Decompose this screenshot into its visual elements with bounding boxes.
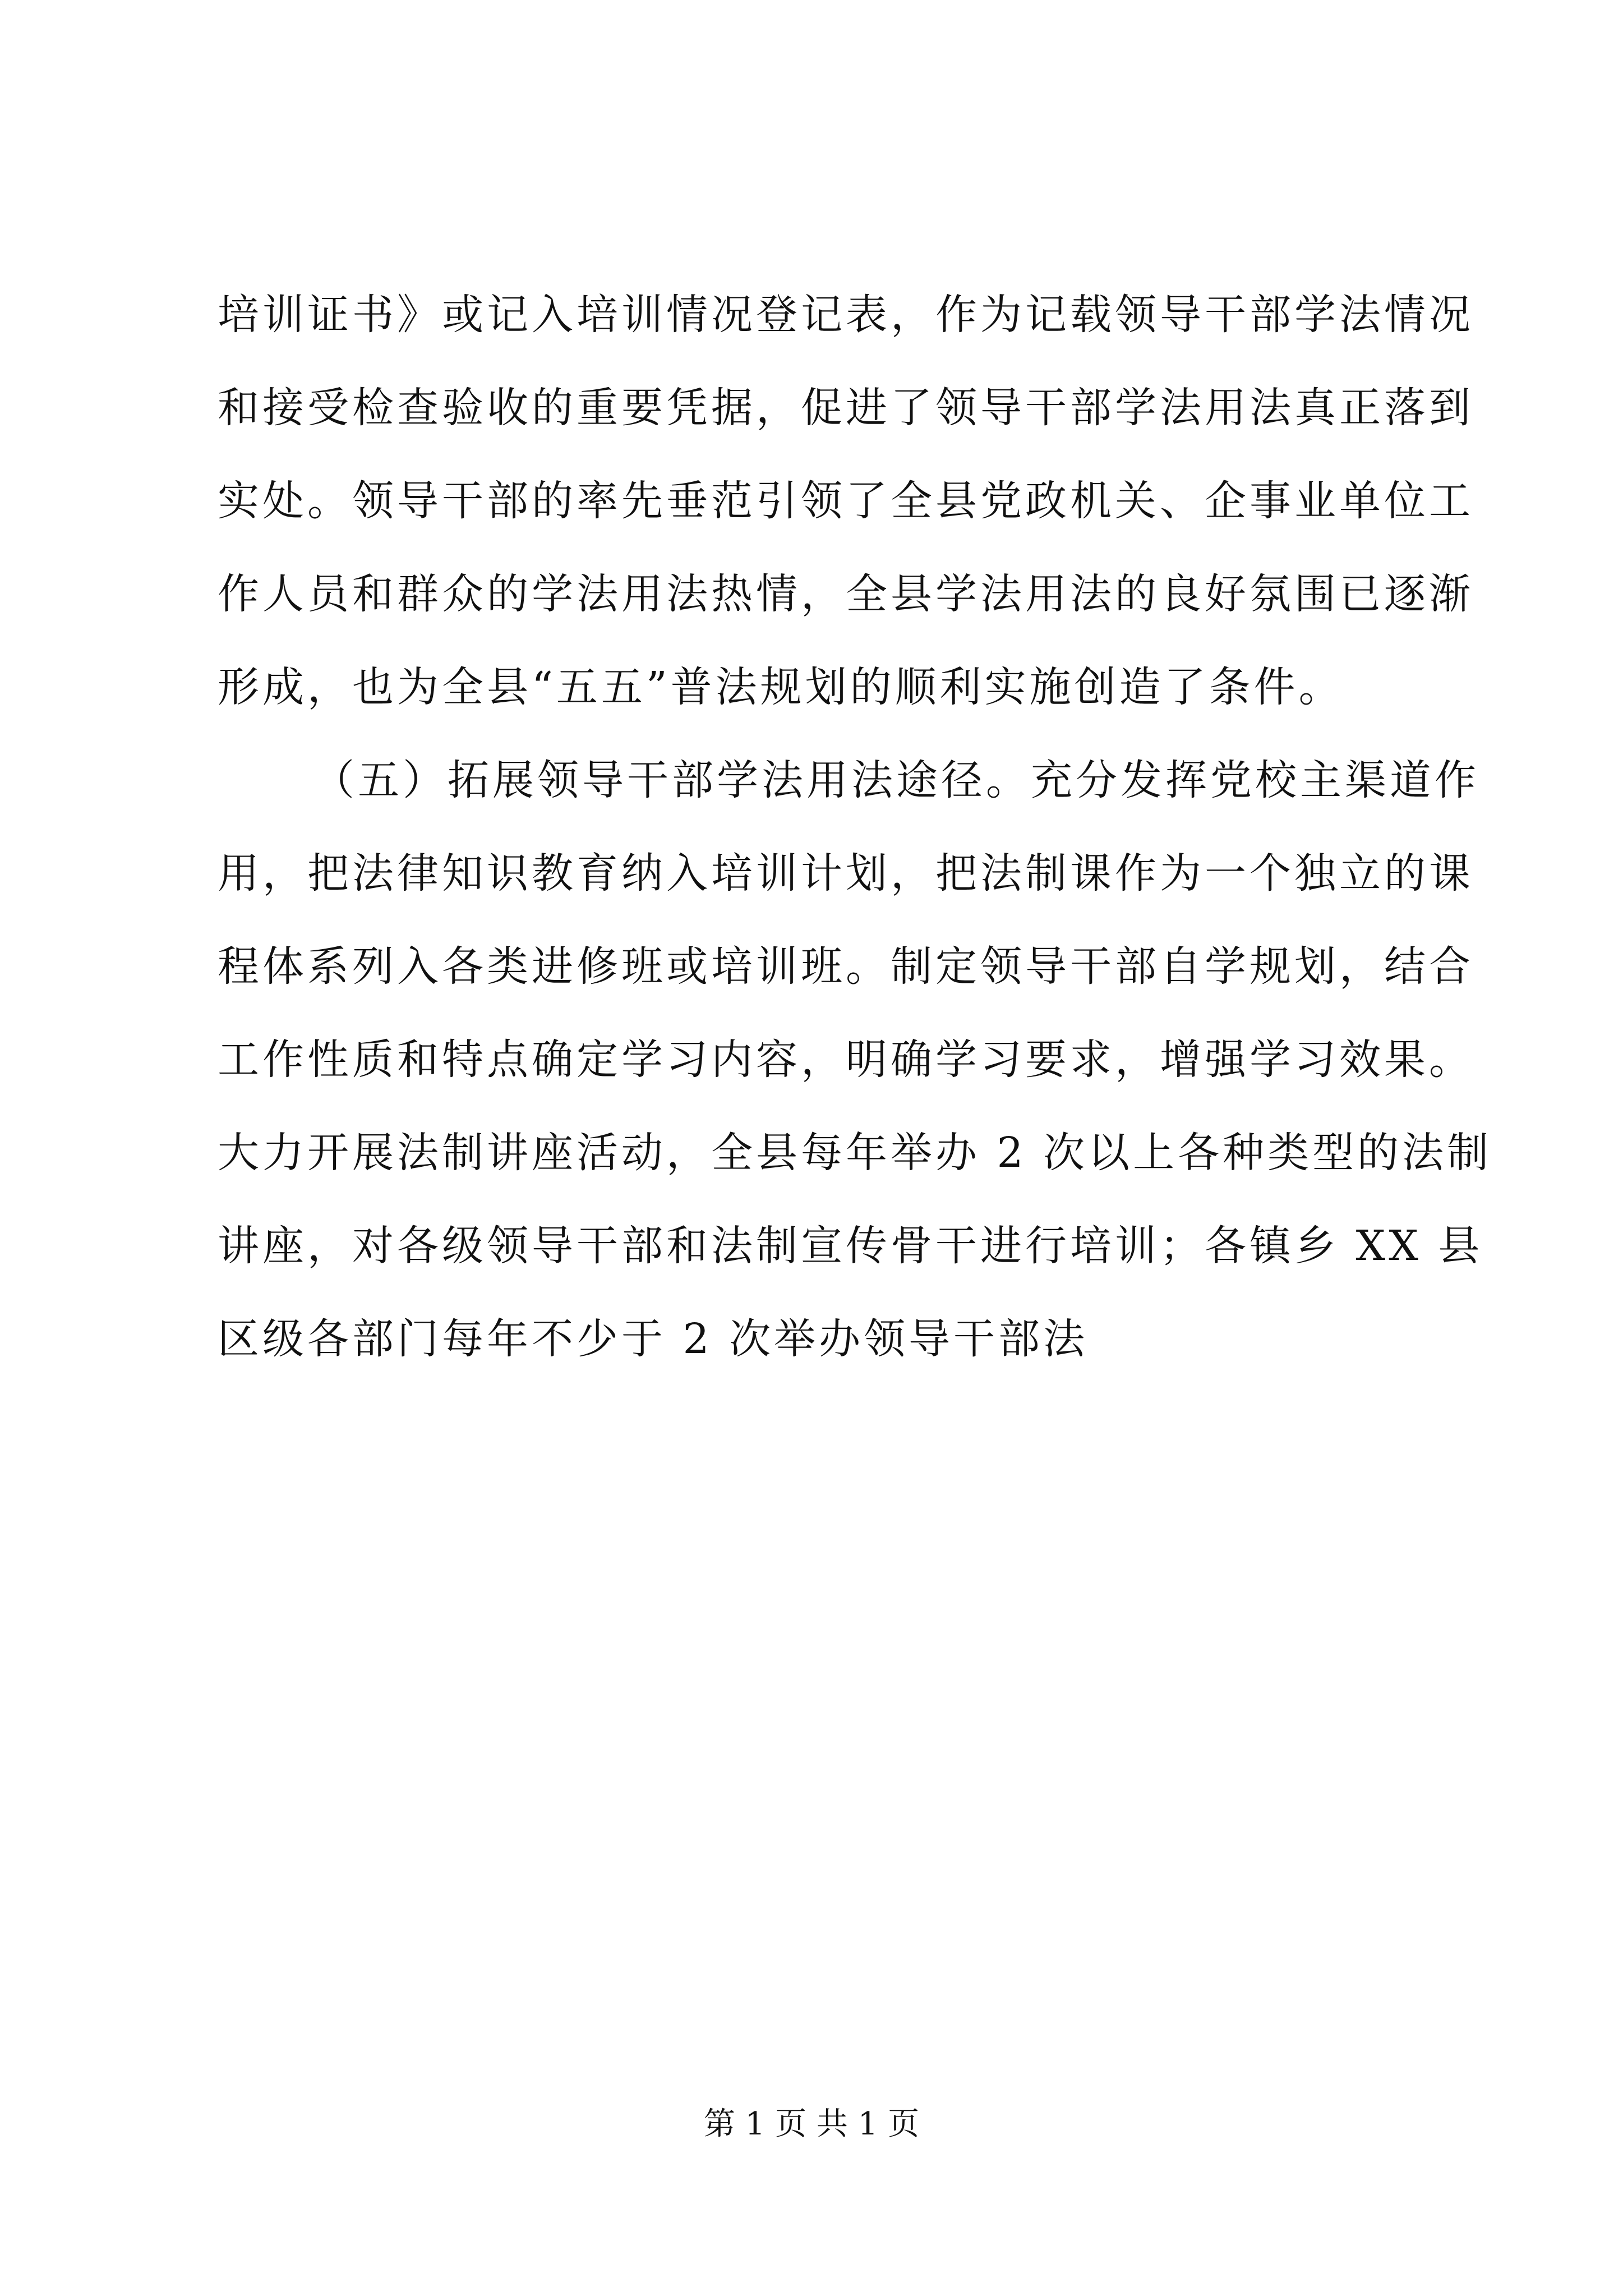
text-line: 用，把法律知识教育纳入培训计划，把法制课作为一个独立的课 [218, 849, 1474, 898]
page-number-footer: 第 1 页 共 1 页 [703, 2106, 920, 2142]
body-text [218, 268, 1492, 1386]
text-line: 区级各部门每年不少于 2 次举办领导干部法 [218, 1315, 1089, 1363]
text-line: 实处。领导干部的率先垂范引领了全县党政机关、企事业单位工 [218, 477, 1474, 525]
text-line: 讲座，对各级领导干部和法制宣传骨干进行培训；各镇乡 XX 县 [218, 1222, 1483, 1270]
text-line: 大力开展法制讲座活动，全县每年举办 2 次以上各种类型的法制 [218, 1129, 1492, 1177]
text-line: 程体系列入各类进修班或培训班。制定领导干部自学规划，结合 [218, 942, 1474, 991]
text-line: 作人员和群众的学法用法热情，全县学法用法的良好氛围已逐渐 [218, 570, 1474, 618]
text-line: 工作性质和特点确定学习内容，明确学习要求，增强学习效果。 [218, 1036, 1474, 1084]
text-line: 和接受检查验收的重要凭据，促进了领导干部学法用法真正落到 [218, 384, 1474, 432]
paragraph-start-line: （五）拓展领导干部学法用法途径。充分发挥党校主渠道作 [313, 756, 1479, 804]
text-line: 形成，也为全县“五五”普法规划的顺利实施创造了条件。 [218, 663, 1344, 711]
text-line: 培训证书》或记入培训情况登记表，作为记载领导干部学法情况 [218, 291, 1474, 339]
